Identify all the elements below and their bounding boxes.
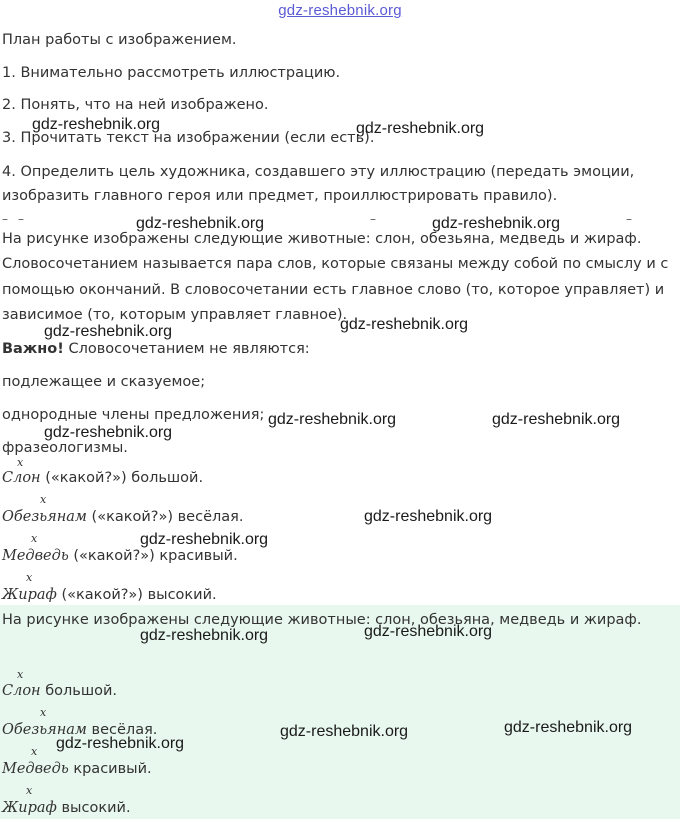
watermark-text: gdz-reshebnik.org: [140, 627, 269, 644]
watermark-text: gdz-reshebnik.org: [268, 411, 397, 428]
divider-dash: –: [18, 212, 24, 226]
example-row: [2, 586, 217, 604]
plan-step-2: 2. Понять, что на ней изображено.: [2, 97, 269, 113]
answer-noun: Слон: [2, 683, 41, 699]
main-word-mark: x: [31, 532, 38, 545]
watermark-text: gdz-reshebnik.org: [136, 215, 265, 232]
watermark-text: gdz-reshebnik.org: [44, 424, 173, 441]
watermark-text: gdz-reshebnik.org: [432, 215, 561, 232]
main-word-mark: x: [40, 706, 47, 719]
answer-noun: Жираф: [2, 800, 57, 816]
answer-adjective: большой.: [40, 683, 118, 699]
exception-item-3: фразеологизмы.: [2, 440, 128, 456]
site-link[interactable]: gdz-reshebnik.org: [278, 2, 402, 19]
answer-adjective: высокий.: [56, 800, 131, 816]
example-question: («какой?»): [56, 587, 148, 603]
example-row: [2, 547, 238, 565]
main-word-mark: x: [26, 784, 33, 797]
plan-step-1: 1. Внимательно рассмотреть иллюстрацию.: [2, 65, 341, 81]
definition-line-3: зависимое (то, которым управляет главное).: [2, 307, 348, 323]
answer-row: [2, 799, 131, 817]
important-note: [2, 340, 310, 358]
watermark-text: gdz-reshebnik.org: [364, 508, 493, 525]
main-word-mark: x: [31, 745, 38, 758]
watermark-text: gdz-reshebnik.org: [504, 719, 633, 736]
example-noun: Обезьянам: [2, 509, 87, 525]
example-adjective: большой.: [131, 470, 204, 486]
divider-dash: –: [626, 212, 632, 226]
exception-item-2: однородные члены предложения;: [2, 407, 265, 423]
watermark-text: gdz-reshebnik.org: [340, 316, 469, 333]
main-word-mark: x: [17, 668, 24, 681]
watermark-text: gdz-reshebnik.org: [492, 411, 621, 428]
example-row: [2, 469, 203, 487]
definition-line-1: Словосочетанием называется пара слов, которые связаны между собой по смыслу и с: [2, 256, 669, 272]
watermark-text: gdz-reshebnik.org: [56, 735, 185, 752]
example-question: («какой?»): [40, 470, 132, 486]
plan-step-4-line-1: 4. Определить цель художника, создавшего эту иллюстрацию (передать эмоции,: [2, 164, 635, 180]
watermark-text: gdz-reshebnik.org: [140, 531, 269, 548]
example-adjective: красивый.: [159, 548, 238, 564]
example-question: («какой?»): [86, 509, 178, 525]
important-text: Словосочетанием не являются:: [63, 341, 310, 357]
answer-adjective: красивый.: [68, 761, 152, 777]
example-noun: Жираф: [2, 587, 57, 603]
watermark-text: gdz-reshebnik.org: [280, 723, 409, 740]
watermark-text: gdz-reshebnik.org: [44, 323, 173, 340]
example-noun: Слон: [2, 470, 41, 486]
answer-block: [0, 605, 680, 819]
answer-noun: Медведь: [2, 761, 69, 777]
main-word-mark: x: [26, 571, 33, 584]
plan-step-3: 3. Прочитать текст на изображении (если есть).: [2, 130, 375, 146]
example-adjective: высокий.: [147, 587, 217, 603]
watermark-text: gdz-reshebnik.org: [32, 116, 161, 133]
answer-row: [2, 682, 117, 700]
answer-adjective: весёлая.: [86, 722, 158, 738]
watermark-text: gdz-reshebnik.org: [364, 623, 493, 640]
example-adjective: весёлая.: [177, 509, 244, 525]
watermark-text: gdz-reshebnik.org: [356, 120, 485, 137]
main-word-mark: x: [40, 493, 47, 506]
divider-dash: –: [370, 212, 376, 226]
example-noun: Медведь: [2, 548, 69, 564]
definition-line-2: помощью окончаний. В словосочетании есть главное слово (то, которое управляет) и: [2, 282, 665, 298]
important-label: Важно!: [2, 341, 64, 357]
example-question: («какой?»): [68, 548, 160, 564]
divider-dash: –: [2, 212, 8, 226]
answer-noun: Обезьянам: [2, 722, 87, 738]
answer-row: [2, 760, 152, 778]
animals-text: На рисунке изображены следующие животные: слон, обезьяна, медведь и жираф.: [2, 231, 642, 247]
exception-item-1: подлежащее и сказуемое;: [2, 374, 206, 390]
example-row: [2, 508, 243, 526]
plan-step-4-line-2: изобразить главного героя или предмет, проиллюстрировать правило).: [2, 188, 558, 204]
plan-title: План работы с изображением.: [2, 32, 237, 48]
main-word-mark: x: [17, 456, 24, 469]
answer-animals-text: На рисунке изображены следующие животные: слон, обезьяна, медведь и жираф.: [2, 612, 642, 628]
